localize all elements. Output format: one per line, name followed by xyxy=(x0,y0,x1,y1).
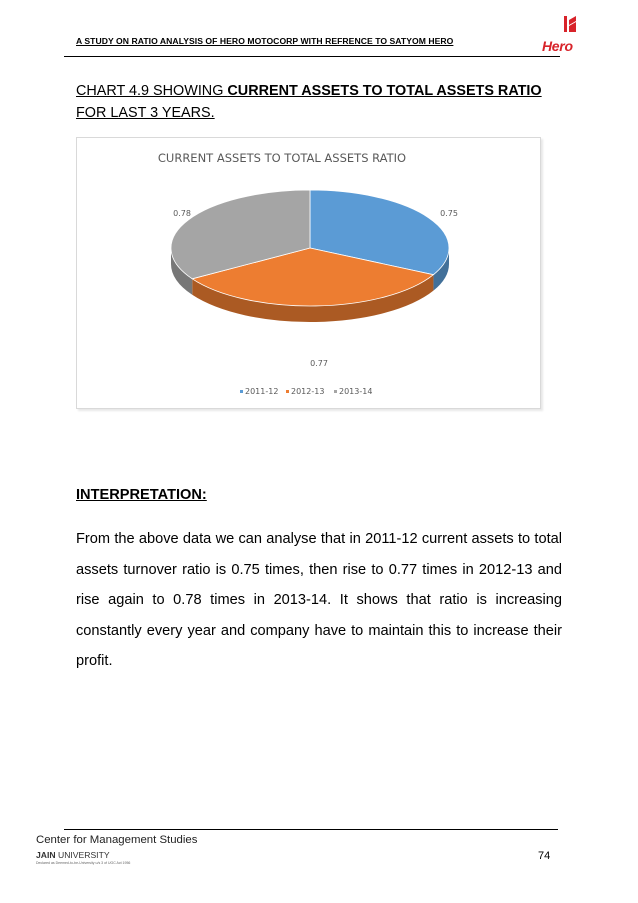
legend-label-2013-14: 2013-14 xyxy=(339,387,373,396)
footer-university xyxy=(36,850,110,860)
pie-chart-container xyxy=(76,137,541,409)
chart-title: CURRENT ASSETS TO TOTAL ASSETS RATIO xyxy=(157,151,407,165)
footer-univ-rest: UNIVERSITY xyxy=(55,850,110,860)
document-header-title: A STUDY ON RATIO ANALYSIS OF HERO MOTOCORP WITH REFRENCE TO SATYOM HERO xyxy=(76,36,454,46)
chart-caption xyxy=(76,80,566,124)
caption-bold: CURRENT ASSETS TO TOTAL ASSETS RATIO xyxy=(227,83,542,99)
data-label-2012-13: 0.77 xyxy=(310,359,328,368)
legend-label-2011-12: 2011-12 xyxy=(245,387,279,396)
interpretation-heading: INTERPRETATION: xyxy=(76,487,207,503)
legend-swatch-2012-13 xyxy=(286,390,289,393)
pie-chart xyxy=(77,138,540,408)
footer-org-name: Center for Management Studies xyxy=(36,834,198,846)
data-label-2013-14: 0.78 xyxy=(173,209,191,218)
legend-swatch-2013-14 xyxy=(334,390,337,393)
caption-line2: FOR LAST 3 YEARS. xyxy=(76,105,215,121)
data-label-2011-12: 0.75 xyxy=(440,209,458,218)
hero-logo-text: Hero xyxy=(542,38,573,54)
legend-label-2012-13: 2012-13 xyxy=(291,387,325,396)
interpretation-paragraph: From the above data we can analyse that in 2011-12 current assets to total assets turnover ratio is 0.75 times, then rise to 0.77 times in 2012-13 and rise again to 0.78 times in 2013-14. It shows that ratio is increasing constantly every year and company have to maintain this to increase their profit. xyxy=(76,531,562,669)
header-divider xyxy=(64,56,560,57)
caption-prefix: CHART 4.9 SHOWING xyxy=(76,83,228,99)
footer-divider xyxy=(64,829,558,830)
legend-swatch-2011-12 xyxy=(240,390,243,393)
page-number: 74 xyxy=(538,850,551,862)
footer-univ-bold: JAIN xyxy=(36,850,56,860)
footer-tagline: Declared as Deemed-to-be-University u/s 3 of UGC Act 1956 xyxy=(36,861,131,865)
